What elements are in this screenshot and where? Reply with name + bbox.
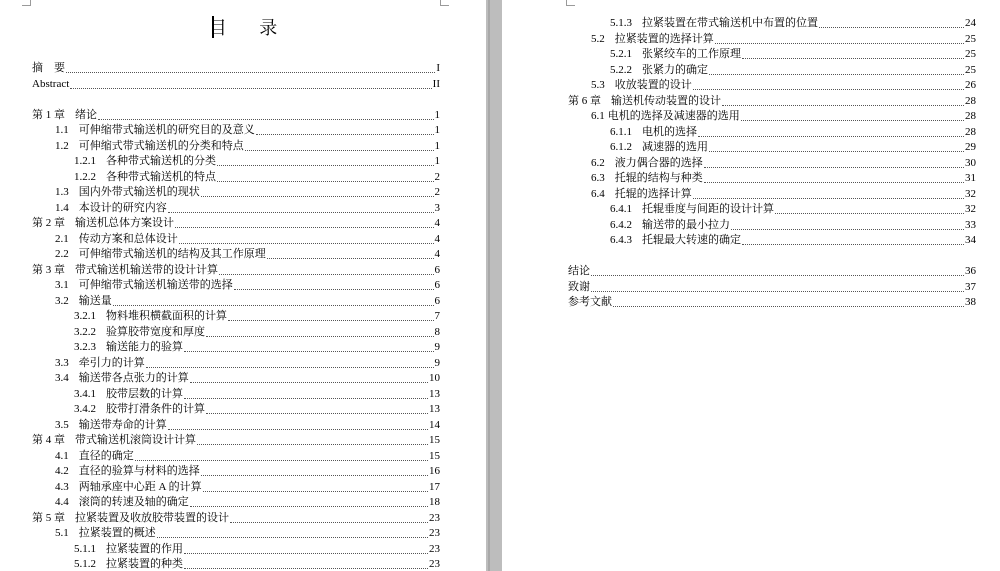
toc-entry-number: 5.2.1 <box>610 48 632 60</box>
toc-entry-title: 本设计的研究内容 <box>78 201 167 214</box>
toc-entry-page: 33 <box>965 218 976 231</box>
toc-entry[interactable] <box>32 77 440 92</box>
dot-leader <box>819 27 964 28</box>
toc-entry-title: 物料堆积横截面积的计算 <box>106 310 227 322</box>
toc-entry[interactable] <box>55 464 440 479</box>
toc-entry-page: 13 <box>429 387 440 400</box>
toc-entry-title: 拉紧装置的概述 <box>78 527 156 539</box>
toc-entry[interactable] <box>74 557 440 571</box>
toc-entry-page: 28 <box>965 125 976 138</box>
dot-leader <box>201 196 434 197</box>
dot-leader <box>206 336 434 337</box>
toc-entry[interactable] <box>610 63 976 78</box>
toc-entry-page: 25 <box>965 48 976 60</box>
dot-leader <box>184 351 434 352</box>
toc-entry-number: 6.4.3 <box>610 234 632 246</box>
toc-entry-title: 致谢 <box>568 280 590 293</box>
dot-leader <box>135 460 428 461</box>
dot-leader <box>741 120 964 121</box>
toc-entry-title: 张紧绞车的工作原理 <box>642 48 741 60</box>
dot-leader <box>217 181 434 182</box>
toc-entry-page: 6 <box>434 294 440 307</box>
toc-entry-title: 输送带寿命的计算 <box>78 418 167 431</box>
dot-leader <box>190 506 428 507</box>
toc-entry-page: 9 <box>434 356 440 369</box>
toc-entry-number: 3.4.1 <box>74 387 96 400</box>
toc-entry-number: 5.2 <box>591 32 605 45</box>
toc-entry-page: 31 <box>965 172 976 184</box>
toc-entry-number: 2.2 <box>55 248 69 260</box>
toc-entry[interactable] <box>32 433 440 448</box>
toc-entry-number: 3.1 <box>55 279 69 291</box>
toc-entry-number: 6.1 <box>591 110 605 122</box>
toc-entry-number: 6.4.1 <box>610 203 632 215</box>
toc-entry-number: 6.1.1 <box>610 125 632 138</box>
dot-leader <box>179 243 434 244</box>
toc-entry[interactable] <box>74 387 440 402</box>
toc-entry-page: 13 <box>429 403 440 415</box>
toc-entry-title: 电机的选择及减速器的选用 <box>607 110 740 122</box>
toc-entry-number: 4.4 <box>55 496 69 508</box>
dot-leader <box>704 182 964 183</box>
dot-leader <box>709 74 964 75</box>
toc-entry-page: 24 <box>965 17 976 29</box>
toc-entry-title: 拉紧装置的作用 <box>106 542 183 555</box>
toc-entry-title: 托辊的结构与种类 <box>614 172 703 184</box>
toc-list-left <box>0 0 486 571</box>
toc-entry-number: 第 4 章 <box>32 434 65 446</box>
toc-entry-title: 直径的确定 <box>78 449 134 462</box>
toc-entry[interactable] <box>55 449 440 464</box>
toc-entry-title: 输送带的最小拉力 <box>642 218 730 231</box>
toc-entry-page: 15 <box>429 434 440 446</box>
toc-entry-page: 32 <box>965 203 976 215</box>
toc-entry-page: 9 <box>434 341 440 353</box>
toc-entry-page: 6 <box>434 279 440 291</box>
toc-entry-number: 6.3 <box>591 172 605 184</box>
toc-entry-page: 1 <box>434 155 440 167</box>
toc-entry[interactable] <box>591 32 976 47</box>
toc-entry-page: 23 <box>429 511 440 524</box>
toc-entry-title: 可伸缩带式输送机的结构及其工作原理 <box>78 248 266 260</box>
dot-leader <box>742 58 964 59</box>
dot-leader <box>184 553 428 554</box>
toc-entry-number: 2.1 <box>55 232 69 245</box>
dot-leader <box>168 429 428 430</box>
toc-entry-title: 拉紧装置的选择计算 <box>614 32 714 45</box>
toc-entry-title: 托辊的选择计算 <box>614 187 692 200</box>
toc-entry-title: 国内外带式输送机的现状 <box>78 186 200 198</box>
dot-leader <box>591 291 964 292</box>
toc-entry-number: 3.4 <box>55 372 69 384</box>
toc-entry-number: 4.1 <box>55 449 69 462</box>
toc-entry[interactable] <box>55 247 440 262</box>
toc-entry-title: 收放装置的设计 <box>614 79 692 91</box>
toc-entry-number: 3.2.3 <box>74 341 96 353</box>
toc-entry[interactable] <box>74 170 440 185</box>
toc-entry[interactable] <box>55 123 440 138</box>
dot-leader <box>206 413 428 414</box>
dot-leader <box>184 568 428 569</box>
toc-title: 目 录 <box>208 18 292 38</box>
toc-entry-page: 10 <box>429 372 440 384</box>
dot-leader <box>591 275 964 276</box>
toc-entry-number: 5.1.3 <box>610 17 632 29</box>
toc-entry-title: 绪论 <box>75 108 97 121</box>
toc-entry-number: 6.2 <box>591 156 605 169</box>
dot-leader <box>698 136 964 137</box>
toc-entry-title: 参考文献 <box>568 296 612 308</box>
toc-entry-title: 减速器的选用 <box>642 141 708 153</box>
toc-entry-page: 14 <box>429 418 440 431</box>
toc-entry-title: 可伸缩带式输送机输送带的选择 <box>78 279 233 291</box>
toc-entry-page: 4 <box>434 248 440 260</box>
toc-entry-number: 第 3 章 <box>32 263 65 276</box>
dot-leader <box>146 367 434 368</box>
toc-entry-number: 第 5 章 <box>32 511 65 524</box>
toc-entry-page: 15 <box>429 449 440 462</box>
toc-entry-number: 1.3 <box>55 186 69 198</box>
dot-leader <box>190 382 428 383</box>
dot-leader <box>197 444 428 445</box>
toc-entry-title: 结论 <box>568 265 590 277</box>
toc-entry-number: 3.4.2 <box>74 403 96 415</box>
toc-entry-title: 拉紧装置在带式输送机中布置的位置 <box>642 17 818 29</box>
toc-entry[interactable] <box>568 295 976 310</box>
toc-entry[interactable] <box>55 495 440 510</box>
toc-entry-page: 6 <box>434 263 440 276</box>
toc-entry-number: 5.2.2 <box>610 63 632 76</box>
toc-entry-page: 23 <box>429 542 440 555</box>
toc-entry-title: 拉紧装置及收放胶带装置的设计 <box>75 511 229 524</box>
toc-entry-title: 直径的验算与材料的选择 <box>78 465 200 477</box>
dot-leader <box>228 320 434 321</box>
dot-leader <box>217 165 434 166</box>
toc-entry-title: 拉紧装置的种类 <box>106 558 183 570</box>
toc-entry-number: 1.2.1 <box>74 155 96 167</box>
dot-leader <box>219 274 434 275</box>
toc-entry-title: 牵引力的计算 <box>78 356 145 369</box>
dot-leader <box>731 229 964 230</box>
toc-entry[interactable] <box>32 263 440 278</box>
toc-entry-title: 托辊最大转速的确定 <box>642 234 741 246</box>
dot-leader <box>267 258 434 259</box>
toc-entry-page: 34 <box>965 234 976 246</box>
toc-entry-number: 1.2 <box>55 139 69 152</box>
dot-leader <box>775 213 964 214</box>
toc-entry-number: 3.2.2 <box>74 325 96 338</box>
toc-entry-title: 托辊垂度与间距的设计计算 <box>642 203 774 215</box>
toc-entry-number: 1.4 <box>55 201 69 214</box>
toc-entry-number: 5.3 <box>591 79 605 91</box>
toc-entry-page: 23 <box>429 527 440 539</box>
toc-entry-title: 输送带各点张力的计算 <box>78 372 189 384</box>
toc-entry-page: 1 <box>434 108 440 121</box>
toc-entry-number: 第 1 章 <box>32 108 65 121</box>
toc-entry-page: 26 <box>965 79 976 91</box>
toc-entry[interactable] <box>610 140 976 155</box>
toc-entry-title: 张紧力的确定 <box>642 63 708 76</box>
toc-entry-page: 30 <box>965 156 976 169</box>
toc-entry[interactable] <box>74 154 440 169</box>
toc-entry-number: 6.1.2 <box>610 141 632 153</box>
toc-entry[interactable] <box>610 233 976 248</box>
dot-leader <box>256 134 434 135</box>
toc-entry-title: 带式输送机滚筒设计计算 <box>75 434 196 446</box>
toc-entry[interactable] <box>32 108 440 123</box>
toc-entry[interactable] <box>55 526 440 541</box>
dot-leader <box>201 475 428 476</box>
dot-leader <box>168 212 434 213</box>
toc-entry[interactable] <box>55 371 440 386</box>
toc-entry-number: 6.4.2 <box>610 218 632 231</box>
toc-entry-number: 4.2 <box>55 465 69 477</box>
toc-entry[interactable] <box>55 232 440 247</box>
toc-entry-page: 23 <box>429 558 440 570</box>
toc-entry[interactable] <box>610 202 976 217</box>
dot-leader <box>113 305 434 306</box>
toc-entry[interactable] <box>568 94 976 109</box>
toc-entry-page: 28 <box>965 110 976 122</box>
toc-entry-page: 38 <box>965 296 976 308</box>
toc-entry[interactable] <box>74 542 440 557</box>
toc-entry-title: 可伸缩式带式输送机的分类和特点 <box>78 139 244 152</box>
toc-entry-title: 输送量 <box>78 294 112 307</box>
toc-entry-title: 各种带式输送机的分类 <box>106 155 216 167</box>
toc-entry-title: 摘 要 <box>32 62 65 74</box>
toc-entry[interactable] <box>610 16 976 31</box>
dot-leader <box>234 289 434 290</box>
toc-entry[interactable] <box>32 511 440 526</box>
toc-entry[interactable] <box>74 402 440 417</box>
toc-entry[interactable] <box>32 61 440 76</box>
dot-leader <box>715 43 964 44</box>
toc-entry-title: 滚筒的转速及轴的确定 <box>78 496 189 508</box>
toc-entry-page: 18 <box>429 496 440 508</box>
toc-entry[interactable] <box>74 340 440 355</box>
dot-leader <box>98 119 434 120</box>
toc-entry-number: 5.1.2 <box>74 558 96 570</box>
toc-entry[interactable] <box>591 171 976 186</box>
toc-entry-page: 25 <box>965 63 976 76</box>
toc-entry-title: 验算胶带宽度和厚度 <box>106 325 205 338</box>
toc-entry-page: 32 <box>965 187 976 200</box>
toc-entry[interactable] <box>610 47 976 62</box>
dot-leader <box>613 306 964 307</box>
toc-entry[interactable] <box>55 185 440 200</box>
toc-entry[interactable] <box>55 356 440 371</box>
toc-entry-page: 36 <box>965 265 976 277</box>
toc-entry-number: 1.2.2 <box>74 170 96 183</box>
toc-entry[interactable] <box>74 309 440 324</box>
toc-entry[interactable] <box>591 78 976 93</box>
toc-entry[interactable] <box>74 325 440 340</box>
toc-entry-page: 25 <box>965 32 976 45</box>
dot-leader <box>742 244 964 245</box>
dot-leader <box>203 491 428 492</box>
toc-entry-page: 16 <box>429 465 440 477</box>
toc-entry[interactable] <box>568 264 976 279</box>
toc-entry-page: 4 <box>434 217 440 229</box>
toc-entry-title: 输送机总体方案设计 <box>75 217 174 229</box>
dot-leader <box>184 398 428 399</box>
toc-entry[interactable] <box>32 216 440 231</box>
toc-entry[interactable] <box>568 280 976 295</box>
page-gutter <box>486 0 502 571</box>
toc-entry-page: 3 <box>434 201 440 214</box>
toc-entry-title: 胶带层数的计算 <box>106 387 183 400</box>
toc-entry-number: 3.3 <box>55 356 69 369</box>
toc-entry-page: 1 <box>434 124 440 136</box>
toc-entry-page: 8 <box>434 325 440 338</box>
toc-entry-number: 第 2 章 <box>32 217 65 229</box>
toc-entry-page: 1 <box>434 139 440 152</box>
dot-leader <box>230 522 428 523</box>
toc-entry[interactable] <box>55 139 440 154</box>
document-page-left <box>0 0 486 571</box>
toc-entry-page: 2 <box>434 186 440 198</box>
toc-entry-number: 1.1 <box>55 124 69 136</box>
toc-entry-page: 29 <box>965 141 976 153</box>
toc-entry[interactable] <box>591 156 976 171</box>
toc-entry[interactable] <box>610 218 976 233</box>
toc-entry-number: 5.1.1 <box>74 542 96 555</box>
dot-leader <box>157 537 428 538</box>
dot-leader <box>693 89 964 90</box>
dot-leader <box>693 198 964 199</box>
toc-entry-title: 胶带打滑条件的计算 <box>106 403 205 415</box>
toc-list-right <box>502 0 1000 571</box>
toc-entry-title: 两轴承座中心距 A 的计算 <box>78 480 202 493</box>
toc-entry-page: I <box>436 62 440 74</box>
toc-entry-page: 2 <box>434 170 440 183</box>
dot-leader <box>704 167 964 168</box>
toc-entry[interactable] <box>55 278 440 293</box>
toc-entry[interactable] <box>55 480 440 495</box>
toc-entry-number: 3.2.1 <box>74 310 96 322</box>
toc-entry-title: 电机的选择 <box>642 125 697 138</box>
toc-entry-page: 7 <box>434 310 440 322</box>
toc-entry-page: II <box>432 77 440 90</box>
toc-entry-title: 液力偶合器的选择 <box>614 156 703 169</box>
toc-entry[interactable] <box>55 201 440 216</box>
dot-leader <box>66 72 435 73</box>
toc-entry[interactable] <box>55 418 440 433</box>
toc-entry-number: 4.3 <box>55 480 69 493</box>
toc-entry-number: 5.1 <box>55 527 69 539</box>
toc-entry-title: 带式输送机输送带的设计计算 <box>75 263 218 276</box>
toc-entry-title: 可伸缩带式输送机的研究目的及意义 <box>78 124 255 136</box>
toc-entry-page: 17 <box>429 480 440 493</box>
dot-leader <box>245 150 434 151</box>
dot-leader <box>722 105 964 106</box>
dot-leader <box>175 227 434 228</box>
toc-entry[interactable] <box>610 125 976 140</box>
toc-entry-title: 输送机传动装置的设计 <box>611 94 721 107</box>
toc-entry-title: 传动方案和总体设计 <box>78 232 178 245</box>
toc-entry[interactable] <box>591 109 976 124</box>
toc-entry-number: 第 6 章 <box>568 94 601 107</box>
toc-entry-page: 4 <box>434 232 440 245</box>
dot-leader <box>70 88 431 89</box>
toc-entry[interactable] <box>55 294 440 309</box>
toc-entry-title: 输送能力的验算 <box>106 341 183 353</box>
toc-entry[interactable] <box>591 187 976 202</box>
document-page-right <box>502 0 1000 571</box>
toc-entry-number: 3.5 <box>55 418 69 431</box>
toc-entry-number: 6.4 <box>591 187 605 200</box>
toc-entry-title: Abstract <box>32 77 70 90</box>
toc-entry-page: 37 <box>965 280 976 293</box>
dot-leader <box>709 151 964 152</box>
toc-entry-number: 3.2 <box>55 294 69 307</box>
toc-entry-title: 各种带式输送机的特点 <box>106 170 216 183</box>
toc-entry-page: 28 <box>965 94 976 107</box>
